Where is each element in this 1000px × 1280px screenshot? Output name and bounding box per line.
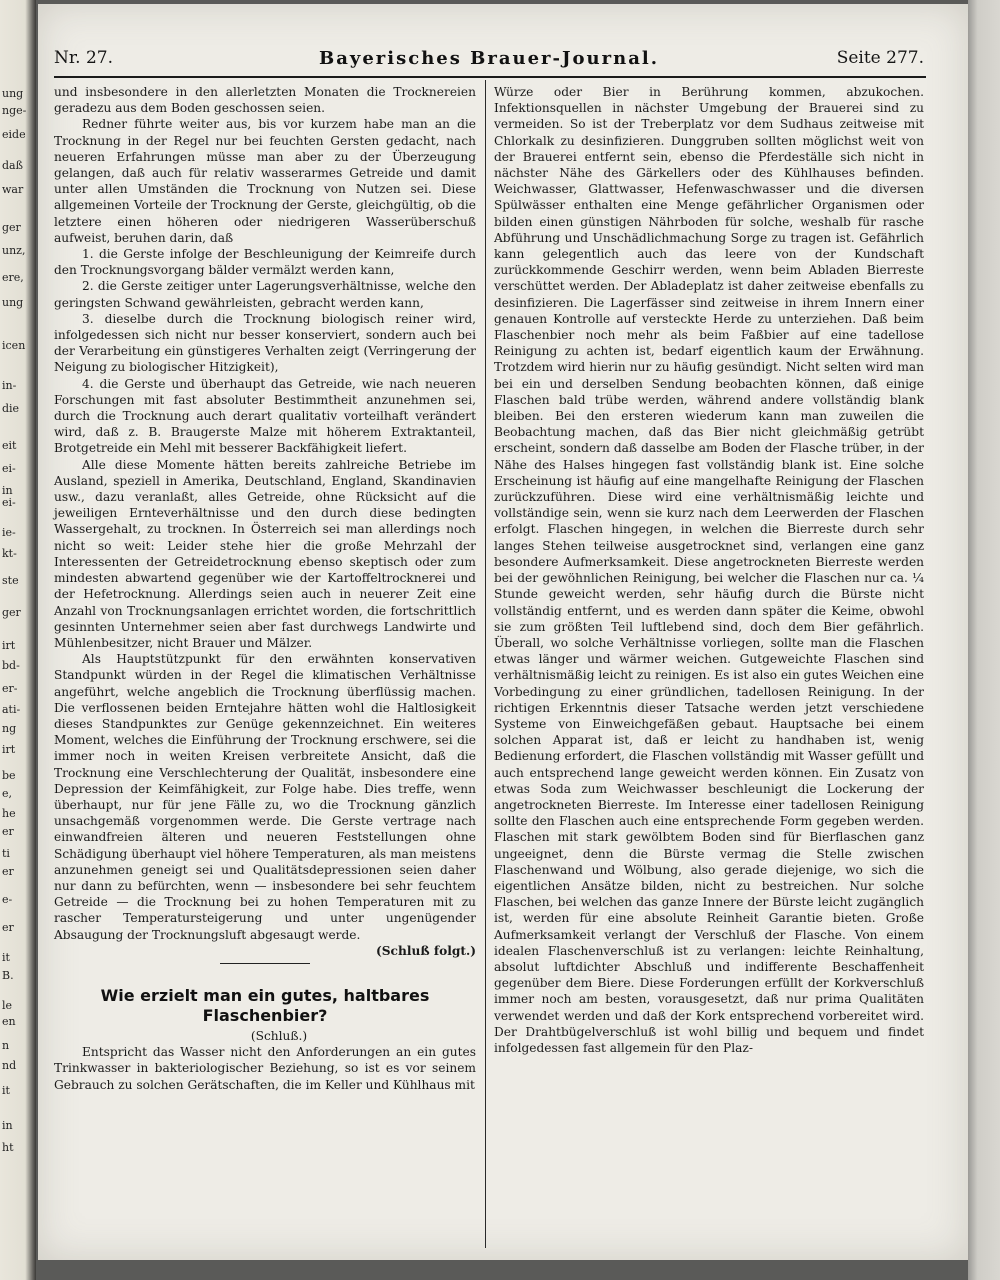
margin-fragment: ti: [2, 847, 10, 860]
paragraph: Als Hauptstützpunkt für den erwähnten konservativen Standpunkt würden in der Regel die klimatischen Verhältnisse angeführt, welche angeblich die Trocknung überflüssig machen. Die verflossenen beiden Erntejahre hätten wohl die Haltlosigkeit dieses Standpunktes zur Genüge gekennzeichnet. Ein weiteres Moment, welches die Einführung der Trocknung erschwere, sei die immer noch in weiten Kreisen verbreitete Ansicht, daß die Trocknung eine Verschlechterung der Qualität, insbesondere eine Depression der Keimfähigkeit, zur Folge habe. Dies treffe, wenn überhaupt, nur für jene Fälle zu, wo die Trocknung gänzlich unsachgemäß vorgenommen werde. Die Gerste vertrage nach einwandfreien älteren und neueren Feststellungen ohne Schädigung überhaupt viel höhere Temperaturen, als man meistens anzunehmen geneigt sei und Qualitätsdepressionen seien daher nur dann zu befürchten, wenn — insbesondere bei sehr feuchtem Getreide — die Trocknung bei zu hohen Temperaturen mit zu rascher Temperatursteigerung und unter ungenügender Absaugung der Trocknungsluft abgesaugt werde.: [54, 652, 476, 942]
margin-fragment: eide: [2, 128, 26, 141]
margin-fragment: er: [2, 825, 14, 838]
margin-fragment: irt: [2, 639, 16, 652]
margin-fragment: eit: [2, 439, 17, 452]
margin-fragment: he: [2, 807, 16, 820]
left-column: [54, 84, 476, 1093]
margin-fragment: ere,: [2, 271, 24, 284]
margin-fragment: ei-: [2, 496, 16, 509]
page-number: Seite 277.: [836, 48, 924, 68]
list-item: 2. die Gerste zeitiger unter Lagerungsverhältnisse, welche den geringsten Schwand gewährleisten, gebracht werden kann,: [54, 279, 476, 310]
margin-fragment: be: [2, 769, 16, 782]
page-header: [54, 48, 924, 74]
margin-fragment: it: [2, 1084, 10, 1097]
margin-fragment: ng: [2, 722, 17, 735]
margin-fragment: icen: [2, 339, 26, 352]
margin-fragment: kt-: [2, 547, 17, 560]
margin-fragment: ger: [2, 606, 21, 619]
margin-fragment: n: [2, 1039, 10, 1052]
margin-fragment: ste: [2, 574, 19, 587]
section-rule: [220, 963, 310, 964]
header-rule: [54, 76, 926, 78]
margin-fragment: unz,: [2, 244, 26, 257]
paragraph: und insbesondere in den allerletzten Monaten die Trocknereien geradezu aus dem Boden geschossen seien.: [54, 85, 476, 116]
issue-number: Nr. 27.: [54, 48, 113, 68]
paragraph: Würze oder Bier in Berührung kommen, abzukochen. Infektionsquellen in nächster Umgebung der Brauerei sind zu vermeiden. So ist der Treberplatz vor dem Sudhaus zeitweise mit Chlorkalk zu desinfizieren. Dunggruben sollten möglichst weit von der Brauerei entfernt sein, ebenso die Pferdeställe sich nicht in nächster Nähe des Gärkellers oder des Kühlhauses befinden. Weichwasser, Glattwasser, Hefenwaschwasser und die diversen Spülwässer enthalten eine Menge gefährlicher Organismen oder bilden einen günstigen Nährboden für solche, weshalb für rasche Abführung und Unschädlichmachung Sorge zu tragen ist. Gefährlich kann gelegentlich auch das leere von der Kundschaft zurückkommende Geschirr werden, wenn beim Abladen Bierreste verschüttet werden. Der Abladeplatz ist daher zeitweise ebenfalls zu desinfizieren. Die Lagerfässer sind zeitweise in ihrem Innern einer genauen Kontrolle auf versteckte Herde zu unterziehen. Daß beim Flaschenbier noch mehr als beim Faßbier auf eine tadellose Reinigung zu achten ist, bedarf eigentlich kaum der Erwähnung. Trotzdem wird hierin nur zu häufig gesündigt. Nicht selten wird man bei ein und derselben Sendung beobachten können, daß einige Flaschen bald trübe werden, während andere vollständig blank bleiben. Bei den ersteren wiederum kann man zuweilen die Beobachtung machen, daß das Bier nicht gleichmäßig getrübt erscheint, sondern daß dasselbe am Boden der Flasche trüber, in der Nähe des Halses hingegen fast vollständig blank ist. Eine solche Erscheinung ist häufig auf eine mangelhafte Reinigung der Flaschen zurückzuführen. Diese wird eine verhältnismäßig leichte und vollständige sein, wenn sie kurz nach dem Leerwerden der Flaschen erfolgt. Flaschen hingegen, in welchen die Bierreste durch sehr langes Stehen teilweise ausgetrocknet sind, verlangen eine ganz besondere Aufmerksamkeit. Diese angetrockneten Bierreste werden bei der gewöhnlichen Reinigung, bei welcher die Flaschen nur ca. ¼ Stunde geweicht werden, sehr häufig durch die Bürste nicht vollständig entfernt, und es werden dann später die Keime, obwohl sie zum größten Teil luftlebend sind, doch dem Bier gefährlich. Überall, wo solche Verhältnisse vorliegen, sollte man die Flaschen etwas länger und wärmer weichen. Gutgeweichte Flaschen sind verhältnismäßig leicht zu reinigen. Es ist also ein gutes Weichen eine Vorbedingung zu einer gründlichen, tadellosen Reinigung. In der richtigen Erkenntnis dieser Tatsache werden jetzt verschiedene Systeme von Einweichgefäßen gebaut. Hauptsache bei einem solchen Apparat ist, daß er leicht zu handhaben ist, wenig Bedienung erfordert, die Flaschen vollständig mit Wasser gefüllt und auch entsprechend lange geweicht werden können. Ein Zusatz von etwas Soda zum Weichwasser beschleunigt die Lockerung der angetrockneten Bierreste. Im Interesse einer tadellosen Reinigung sollte den Flaschen auch eine entsprechende Form gegeben werden. Flaschen mit stark gewölbtem Boden sind für Bierflaschen ganz ungeeignet, denn die Bürste vermag die Stelle zwischen Flaschenwand und Wölbung, also gerade diejenige, wo sich die eigentlichen Ansätze bilden, nicht zu bestreichen. Nur solche Flaschen, bei welchen das ganze Innere der Bürste leicht zugänglich ist, werden für eine absolute Reinheit Garantie bieten. Große Aufmerksamkeit verlangt der Verschluß der Flasche. Von einem idealen Flaschenverschluß ist zu verlangen: leichte Reinhaltung, absolut luftdichter Abschluß und indifferente Beschaffenheit gegenüber dem Biere. Diese Forderungen erfüllt der Korkverschluß immer noch am besten, vorausgesetzt, daß nur prima Qualitäten verwendet werden und daß der Kork entsprechend vorbereitet wird. Der Drahtbügelverschluß ist wohl billig und bequem und findet infolgedessen fast allgemein für den Plaz-: [494, 85, 924, 1055]
margin-fragment: ung: [2, 87, 24, 100]
margin-fragment: ger: [2, 221, 21, 234]
list-item: 1. die Gerste infolge der Beschleunigung der Keimreife durch den Trocknungsvorgang bälder vermälzt werden kann,: [54, 247, 476, 278]
margin-fragment: irt: [2, 743, 16, 756]
margin-fragment: in: [2, 484, 13, 497]
margin-fragment: war: [2, 183, 24, 196]
signoff: (Schluß folgt.): [375, 943, 476, 958]
column-divider: [485, 80, 486, 1248]
scan-right-edge: [968, 0, 1000, 1280]
margin-fragment: B.: [2, 969, 14, 982]
newspaper-page: [38, 4, 968, 1260]
margin-fragment: en: [2, 1015, 16, 1028]
margin-fragment: ati-: [2, 703, 21, 716]
margin-fragment: er-: [2, 682, 18, 695]
margin-fragment: ht: [2, 1141, 14, 1154]
scan-left-margin: [0, 0, 36, 1280]
margin-fragment: ie-: [2, 526, 16, 539]
journal-title: Bayerisches Brauer-Journal.: [319, 48, 659, 69]
margin-fragment: in: [2, 1119, 13, 1132]
margin-fragment: it: [2, 951, 10, 964]
margin-fragment: er: [2, 921, 14, 934]
list-item: 3. dieselbe durch die Trocknung biologisch reiner wird, infolgedessen sich nicht nur besser konserviert, sondern auch bei der Verarbeitung ein günstigeres Verhalten zeigt (Verringerung der Neigung zu biologischer Hitzigkeit),: [54, 311, 476, 375]
margin-fragment: in-: [2, 379, 17, 392]
margin-fragment: nge-: [2, 104, 27, 117]
list-item: 4. die Gerste und überhaupt das Getreide, wie nach neueren Forschungen mit fast absoluter Bestimmtheit anzunehmen sei, durch die Trocknung auch derart qualitativ vorteilhaft verändert wird, daß z. B. Braugerste Malze mit höherem Extraktanteil, Brotgetreide ein Mehl mit besserer Backfähigkeit liefert.: [54, 376, 476, 456]
right-column: [494, 84, 924, 1056]
margin-fragment: ung: [2, 296, 24, 309]
article-title: Wie erzielt man ein gutes, haltbares Flaschenbier?: [100, 985, 430, 1025]
margin-fragment: bd-: [2, 659, 20, 672]
paragraph: Entspricht das Wasser nicht den Anforderungen an ein gutes Trinkwasser in bakteriologischer Beziehung, so ist es vor seinem Gebrauch zu solchen Gerätschaften, die im Keller und Kühlhaus mit: [54, 1045, 476, 1092]
margin-fragment: ei-: [2, 462, 16, 475]
margin-fragment: er: [2, 865, 14, 878]
margin-fragment: daß: [2, 159, 23, 172]
paragraph: Alle diese Momente hätten bereits zahlreiche Betriebe im Ausland, speziell in Amerika, Deutschland, England, Skandinavien usw., dazu veranlaßt, alles Getreide, ohne Rücksicht auf die jeweiligen Ernteverhältnisse und den durch diese bedingten Wassergehalt, zu trocknen. In Österreich sei man allerdings noch nicht so weit: Leider stehe hier die große Mehrzahl der Interessenten der Getreidetrocknung ebenso skeptisch oder zum mindesten abwartend gegenüber wie der Kartoffeltrocknerei und der Hefetrocknung. Allerdings seien auch in neuerer Zeit eine Anzahl von Trocknungsanlagen errichtet worden, die fortschrittlich gesinnten Unternehmer seien aber fast durchwegs Landwirte und Mühlenbesitzer, nicht Brauer und Mälzer.: [54, 457, 476, 650]
margin-fragment: die: [2, 402, 20, 415]
margin-fragment: e-: [2, 893, 13, 906]
margin-fragment: e,: [2, 787, 13, 800]
paragraph: Redner führte weiter aus, bis vor kurzem habe man an die Trocknung in der Regel nur bei feuchten Gersten gedacht, nach neueren Erfahrungen müsse man aber zu der Überzeugung gelangen, daß auch für relativ wasserarmes Getreide und damit unter allen Umständen die Trocknung von Nutzen sei. Diese allgemeinen Vorteile der Trocknung der Gerste, gleichgültig, ob die letztere einen höheren oder niedrigeren Wasserüberschuß aufweist, beruhen darin, daß: [54, 117, 476, 245]
article-subtitle: (Schluß.): [250, 1028, 308, 1043]
margin-fragment: nd: [2, 1059, 17, 1072]
margin-fragment: le: [2, 999, 13, 1012]
